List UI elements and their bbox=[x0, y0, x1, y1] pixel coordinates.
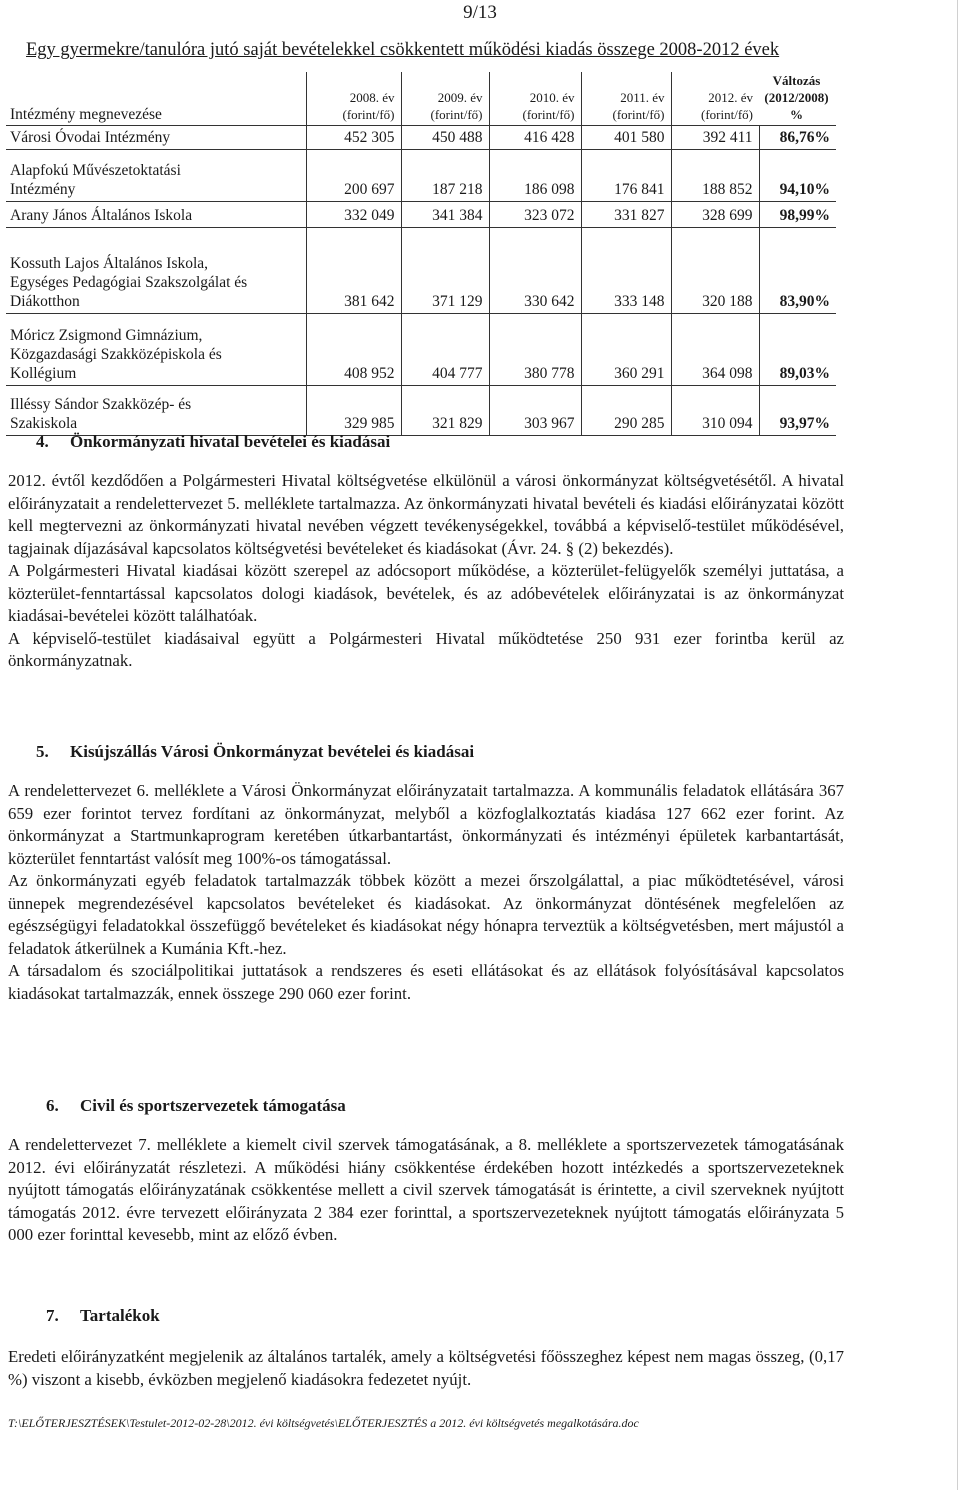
value-cell: 331 827 bbox=[581, 202, 671, 228]
cost-per-student-table bbox=[6, 72, 836, 436]
paragraph: Eredeti előirányzatként megjelenik az általános tartalék, amely a költségvetési főösszeghez képest nem magas összeg, (0,17 %) viszont a kisebb, évközben megjelenő kiadásokra fedezetet nyújt. bbox=[8, 1347, 844, 1389]
paragraph: A képviselő-testület kiadásaival együtt a Polgármesteri Hivatal működtetése 250 931 ezer forintba kerül az önkormányzatnak. bbox=[8, 628, 844, 670]
paragraph: 2012. évtől kezdődően a Polgármesteri Hivatal költségvetése elkülönül a városi önkormányzat költségvetésétől. A hivatal előirányzatait a rendelettervezet 5. melléklete tartalmazza. Az önkormányzati hivatal bevételi és kiadási előirányzatai között kell megtervezni az önkormányzati hivatal nevében végzett tevékenységekkel, továbbá a képviselő-testület működésével, tagjainak díjazásával kapcsolatos költségvetési bevételeket és kiadásokat (Ávr. 24. § (2) bekezdés). bbox=[8, 471, 844, 558]
header-year-label: 2012. év bbox=[708, 90, 753, 105]
table-row bbox=[6, 228, 836, 314]
section-heading-7 bbox=[46, 1306, 160, 1326]
header-unit-label: (forint/fő) bbox=[522, 107, 575, 122]
institution-name-line: Arany János Általános Iskola bbox=[10, 207, 193, 224]
institution-name-line: Kossuth Lajos Általános Iskola, bbox=[10, 255, 209, 272]
header-change-period: (2012/2008) bbox=[764, 90, 829, 105]
paragraph: A rendelettervezet 6. melléklete a Városi Önkormányzat előirányzatait tartalmazza. A kommunális feladatok ellátására 367 659 ezer forintot tervez fordítani az önkormányzat, melyből a közfoglalkoztatás kiadása 127 662 ezer forint. Az önkormányzat a Startmunkaprogram keretében útkarbantartást, önkormányzati és intézményi épületek karbantartását, közterület fenntartást valósít meg 100%-os támogatással. bbox=[8, 781, 844, 868]
value-cell: 360 291 bbox=[581, 314, 671, 386]
table-header-row bbox=[6, 72, 836, 126]
institution-name bbox=[6, 202, 306, 228]
value-cell: 408 952 bbox=[306, 314, 401, 386]
institution-name-line: Alapfokú Művészetoktatási bbox=[10, 162, 181, 179]
section-number: 5. bbox=[36, 742, 49, 761]
section-heading-5 bbox=[36, 742, 474, 762]
institution-name-line: Egységes Pedagógiai Szakszolgálat és bbox=[10, 274, 248, 291]
value-cell: 416 428 bbox=[489, 126, 581, 150]
header-year-label: 2008. év bbox=[349, 90, 395, 105]
header-change bbox=[759, 72, 836, 126]
section-body-7 bbox=[8, 1346, 844, 1391]
institution-name-line: Közgazdasági Szakközépiskola és bbox=[10, 346, 222, 363]
section-number: 6. bbox=[46, 1096, 59, 1115]
value-cell: 328 699 bbox=[671, 202, 759, 228]
value-cell: 176 841 bbox=[581, 150, 671, 202]
section-number: 4. bbox=[36, 432, 49, 451]
value-cell: 332 049 bbox=[306, 202, 401, 228]
institution-name-line: Intézmény bbox=[10, 181, 76, 198]
institution-name-line: Szakiskola bbox=[10, 415, 78, 432]
table-title: Egy gyermekre/tanulóra jutó saját bevételekkel csökkentett működési kiadás összege 2008-2012 évek bbox=[26, 40, 780, 60]
section-body-4 bbox=[8, 470, 844, 673]
value-cell: 401 580 bbox=[581, 126, 671, 150]
header-unit-label: (forint/fő) bbox=[701, 107, 753, 122]
paragraph: A Polgármesteri Hivatal kiadásai között szerepel az adócsoport működése, a közterület-felügyelők személyi juttatása, a közterület-fenntartással kapcsolatos dologi kiadások, bevételek, és az adóbevételek előirányzatai is az önkormányzat kiadásai-bevételei között találhatóak. bbox=[8, 561, 844, 625]
section-number: 7. bbox=[46, 1306, 59, 1325]
value-cell: 333 148 bbox=[581, 228, 671, 314]
header-year-label: 2009. év bbox=[437, 90, 483, 105]
institution-name bbox=[6, 314, 306, 386]
change-cell: 86,76% bbox=[759, 126, 836, 150]
value-cell: 371 129 bbox=[401, 228, 489, 314]
value-cell: 341 384 bbox=[401, 202, 489, 228]
value-cell: 290 285 bbox=[581, 386, 671, 436]
value-cell: 330 642 bbox=[489, 228, 581, 314]
change-cell: 93,97% bbox=[759, 386, 836, 436]
value-cell: 452 305 bbox=[306, 126, 401, 150]
footer-file-path: T:\ELŐTERJESZTÉSEK\Testulet-2012-02-28\2012. évi költségvetés\ELŐTERJESZTÉS a 2012. évi költségvetés megalkotására.doc bbox=[8, 1416, 639, 1430]
page-number: 9/13 bbox=[463, 2, 497, 23]
header-year-label: 2010. év bbox=[529, 90, 575, 105]
header-institution: Intézmény megnevezése bbox=[6, 72, 306, 126]
header-year-2008 bbox=[306, 72, 401, 126]
header-year-label: 2011. év bbox=[620, 90, 665, 105]
value-cell: 310 094 bbox=[671, 386, 759, 436]
section-heading-4 bbox=[36, 432, 390, 452]
section-title: Tartalékok bbox=[80, 1306, 160, 1325]
institution-name bbox=[6, 150, 306, 202]
value-cell: 303 967 bbox=[489, 386, 581, 436]
value-cell: 320 188 bbox=[671, 228, 759, 314]
header-unit-label: (forint/fő) bbox=[342, 107, 395, 122]
section-title: Önkormányzati hivatal bevételei és kiadásai bbox=[70, 432, 391, 451]
header-change-label: Változás bbox=[772, 73, 821, 88]
change-cell: 83,90% bbox=[759, 228, 836, 314]
institution-name-line: Illéssy Sándor Szakközép- és bbox=[10, 396, 192, 413]
header-year-2012 bbox=[671, 72, 759, 126]
paragraph: A rendelettervezet 7. melléklete a kiemelt civil szervek támogatásának, a 8. melléklete a sportszervezetek támogatásának 2012. évi előirányzatát részletezi. A működési hiány csökkentése érdekében hozott intézkedés a sportszervezeteknek nyújtott támogatás előirányzatának csökkentése mellett a civil szervek támogatását is érintette, a civil szerveknek nyújtott támogatás 2012. évre tervezett előirányzata 2 384 ezer forinttal, a sportszervezeteknek nyújtott támogatás előirányzata 5 000 ezer forinttal kevesebb, mint az előző évben. bbox=[8, 1135, 844, 1244]
table-row bbox=[6, 150, 836, 202]
table-row bbox=[6, 126, 836, 150]
change-cell: 94,10% bbox=[759, 150, 836, 202]
value-cell: 380 778 bbox=[489, 314, 581, 386]
value-cell: 200 697 bbox=[306, 150, 401, 202]
header-year-2011 bbox=[581, 72, 671, 126]
value-cell: 329 985 bbox=[306, 386, 401, 436]
institution-name bbox=[6, 386, 306, 436]
value-cell: 321 829 bbox=[401, 386, 489, 436]
header-year-2009 bbox=[401, 72, 489, 126]
change-cell: 89,03% bbox=[759, 314, 836, 386]
value-cell: 381 642 bbox=[306, 228, 401, 314]
header-unit-label: (forint/fő) bbox=[430, 107, 483, 122]
header-change-unit: % bbox=[790, 107, 803, 122]
change-cell: 98,99% bbox=[759, 202, 836, 228]
value-cell: 187 218 bbox=[401, 150, 489, 202]
value-cell: 364 098 bbox=[671, 314, 759, 386]
value-cell: 323 072 bbox=[489, 202, 581, 228]
value-cell: 188 852 bbox=[671, 150, 759, 202]
value-cell: 392 411 bbox=[671, 126, 759, 150]
value-cell: 404 777 bbox=[401, 314, 489, 386]
section-heading-6 bbox=[46, 1096, 346, 1116]
institution-name bbox=[6, 126, 306, 150]
institution-name-line: Városi Óvodai Intézmény bbox=[10, 129, 171, 146]
header-year-2010 bbox=[489, 72, 581, 126]
section-body-6 bbox=[8, 1134, 844, 1247]
institution-name-line: Kollégium bbox=[10, 365, 77, 382]
table-row bbox=[6, 386, 836, 436]
institution-name bbox=[6, 228, 306, 314]
value-cell: 450 488 bbox=[401, 126, 489, 150]
header-unit-label: (forint/fő) bbox=[612, 107, 665, 122]
paragraph: Az önkormányzati egyéb feladatok tartalmazzák többek között a mezei őrszolgálattal, a piac működtetésével, városi ünnepek megrendezésével kapcsolatos bevételeket és kiadásokat. Az önkormányzat döntésének megfelelően az egészségügyi feladatokkal összefüggő bevételeket és kiadásokat négy hónapra terveztük a költségvetésben, mert májustól a feladatok átkerülnek a Kumánia Kft.-hez. bbox=[8, 871, 844, 958]
institution-name-line: Diákotthon bbox=[10, 293, 80, 310]
table-row bbox=[6, 202, 836, 228]
value-cell: 186 098 bbox=[489, 150, 581, 202]
table-row bbox=[6, 314, 836, 386]
section-title: Civil és sportszervezetek támogatása bbox=[80, 1096, 346, 1115]
paragraph: A társadalom és szociálpolitikai juttatások a rendszeres és eseti ellátásokat és az ellátások folyósításával kapcsolatos kiadásokat tartalmazzák, ennek összege 290 060 ezer forint. bbox=[8, 961, 844, 1003]
institution-name-line: Móricz Zsigmond Gimnázium, bbox=[10, 327, 203, 344]
section-title: Kisújszállás Városi Önkormányzat bevételei és kiadásai bbox=[70, 742, 475, 761]
scan-edge-line bbox=[957, 0, 958, 1490]
section-body-5 bbox=[8, 780, 844, 1005]
